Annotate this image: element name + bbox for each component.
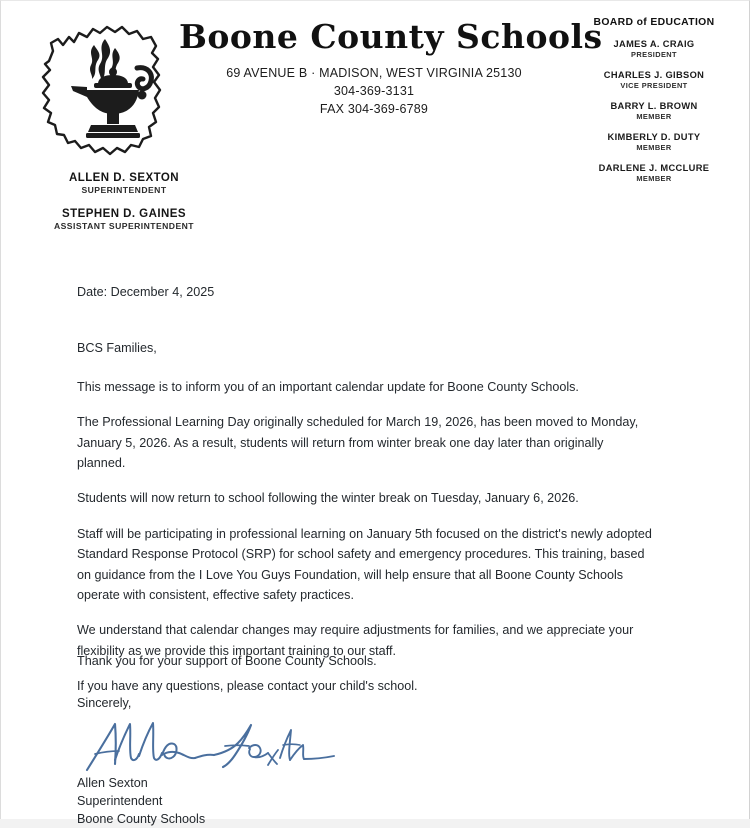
officer-name: ALLEN D. SEXTON <box>68 172 180 184</box>
board-of-education-block <box>579 17 729 184</box>
board-member <box>579 131 729 153</box>
officer-name: STEPHEN D. GAINES <box>62 207 186 220</box>
board-member-name: JAMES A. CRAIG <box>613 39 695 49</box>
signer-name: Allen Sexton <box>77 775 148 790</box>
board-member <box>579 162 729 184</box>
officer-entry <box>19 171 229 197</box>
board-member-name: DARLENE J. MCCLURE <box>598 163 710 174</box>
closing-line: Sincerely, <box>77 696 132 711</box>
board-member-name: CHARLES J. GIBSON <box>603 70 705 81</box>
thank-you-line: Thank you for your support of Boone County Schools. <box>77 654 377 668</box>
letterhead <box>1 1 749 241</box>
board-member <box>579 100 729 122</box>
officer-entry <box>19 207 229 233</box>
signer-title: Superintendent <box>77 793 163 808</box>
fax-number: FAX 304-369-6789 <box>319 102 429 117</box>
board-member-role: MEMBER <box>636 112 672 122</box>
body-paragraph: Students will now return to school following the winter break on Tuesday, January 6, 2026. <box>77 491 579 506</box>
masthead <box>179 17 603 119</box>
board-member-role: VICE PRESIDENT <box>620 81 688 91</box>
body-paragraph: If you have any questions, please contact your child's school. <box>77 679 418 694</box>
date-line: Date: December 4, 2025 <box>77 285 215 299</box>
board-member <box>579 69 729 91</box>
officers-block <box>19 171 229 232</box>
body-paragraph: We understand that calendar changes may require adjustments for families, and we appreciate your flexibility as we provide this important training to our staff. <box>77 623 634 658</box>
signer-organization: Boone County Schools <box>77 812 206 827</box>
officer-title: ASSISTANT SUPERINTENDENT <box>53 220 195 231</box>
board-member-role: MEMBER <box>636 174 672 184</box>
officer-title: SUPERINTENDENT <box>81 185 167 196</box>
address-block <box>179 64 569 119</box>
handwritten-signature-icon <box>81 712 653 774</box>
school-name: Boone County Schools <box>179 17 603 56</box>
board-member-role: PRESIDENT <box>631 50 677 60</box>
board-member-name: BARRY L. BROWN <box>610 101 698 112</box>
body-paragraph: The Professional Learning Day originally scheduled for March 19, 2026, has been moved to Monday, January 5, 2026. As a result, students will return from winter break one day later than originally planned. <box>77 415 639 470</box>
board-member <box>579 38 729 60</box>
signature-block <box>77 651 653 828</box>
street-address: 69 AVENUE B · MADISON, WEST VIRGINIA 25130 <box>226 65 522 80</box>
body-paragraph: This message is to inform you of an important calendar update for Boone County Schools. <box>77 379 579 394</box>
board-heading: BOARD of EDUCATION <box>593 17 715 28</box>
phone-number: 304-369-3131 <box>333 84 415 99</box>
body-paragraph: Staff will be participating in professional learning on January 5th focused on the district's newly adopted Standard Response Protocol (SRP) for school safety and emergency procedures. This training, based on guidance from the I Love You Guys Foundation, will help ensure that all Boone County Schools operate with consistent, effective safety practices. <box>77 526 652 602</box>
board-member-name: KIMBERLY D. DUTY <box>607 132 701 143</box>
salutation: BCS Families, <box>77 341 157 356</box>
board-member-role: MEMBER <box>636 143 672 153</box>
county-outline-lamp-of-knowledge-icon <box>25 15 177 165</box>
